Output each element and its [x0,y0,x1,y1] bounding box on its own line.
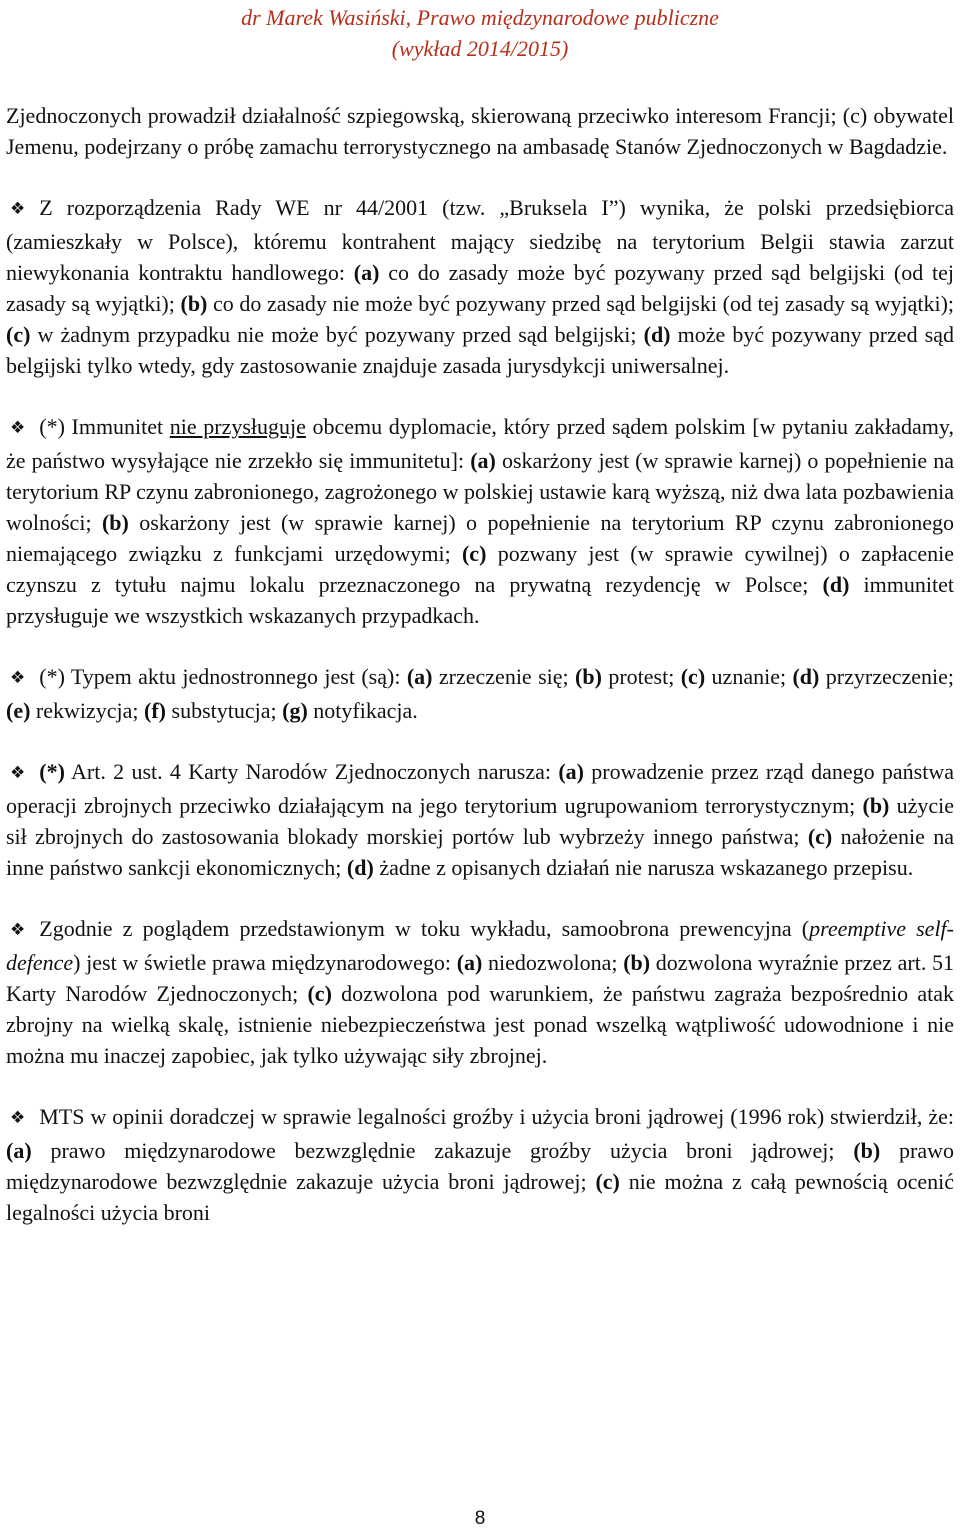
document-body [6,100,954,1258]
option-label: (c) [6,322,31,347]
question-un-charter-art2: ❖ (*) Art. 2 ust. 4 Karty Narodów Zjednoczonych narusza: (a) prowadzenie przez rząd danego państwa operacji zbrojnych przeciwko działającym na jego terytorium ugrupowaniom terrorystycznym; (b) użycie sił zbrojnych do zastosowania blokady morskiej portów lub wybrzeży innego państwa; (c) nałożenie na inne państwo sankcji ekonomicznych; (d) żadne z opisanych działań nie narusza wskazanego przepisu. [6,759,954,880]
header-author-title: dr Marek Wasiński, Prawo międzynarodowe publiczne [241,5,719,30]
diamond-bullet-icon: ❖ [10,668,26,688]
option-label: (a) [558,759,584,784]
diamond-bullet-icon: ❖ [10,418,26,438]
page-number: 8 [474,1508,486,1529]
diamond-bullet-icon: ❖ [10,199,26,219]
option-label: (a) [456,950,483,975]
option-label: (d) [822,572,850,597]
page-header [0,2,960,64]
option-label: (d) [792,664,820,689]
question-brussels-regulation: ❖ Z rozporządzenia Rady WE nr 44/2001 (tzw. „Bruksela I”) wynika, że polski przedsiębiorca (zamieszkały w Polsce), któremu kontrahent mający siedzibę na terytorium Belgii stawia zarzut niewykonania kontraktu handlowego: (a) co do zasady może być pozywany przed sąd belgijski (od tej zasady są wyjątki); (b) co do zasady nie może być pozywany przed sąd belgijski (od tej zasady są wyjątki); (c) w żadnym przypadku nie może być pozywany przed sąd belgijski; (d) może być pozywany przed sąd belgijski tylko wtedy, gdy zastosowanie znajduje zasada jurysdykcji uniwersalnej. [6,195,955,378]
question-unilateral-acts: ❖ (*) Typem aktu jednostronnego jest (są): (a) zrzeczenie się; (b) protest; (c) uznanie; (d) przyrzeczenie; (e) rekwizycja; (f) substytucja; (g) notyfikacja. [6,664,955,723]
star-marker: (*) [39,759,65,784]
option-label: (b) [180,291,208,316]
option-label: (b) [862,793,890,818]
paragraph-continuation [6,100,954,162]
option-label: (a) [470,448,496,473]
star-marker: (*) [39,414,65,439]
option-label: (b) [575,664,602,689]
option-label: (d) [346,855,374,880]
question-icj-nuclear-weapons: ❖ MTS w opinii doradczej w sprawie legalności groźby i użycia broni jądrowej (1996 rok) stwierdził, że: (a) prawo międzynarodowe bezwzględnie zakazuje groźby użycia broni jądrowej; (b) prawo międzynarodowe bezwzględnie zakazuje użycia broni jądrowej; (c) nie można z całą pewnością ocenić legalności użycia broni [6,1104,955,1225]
option-label: (a) [353,260,380,285]
question-diplomat-immunity: ❖ (*) Immunitet nie przysługuje obcemu dyplomacie, który przed sądem polskim [w pytaniu zakładamy, że państwo wysyłające nie zrzekło się immunitetu]: (a) oskarżony jest (w sprawie karnej) o popełnienie na terytorium RP czynu zabronionego, zagrożonego w polskiej ustawie karą wyższą, niż dwa lata pozbawienia wolności; (b) oskarżony jest (w sprawie karnej) o popełnienie na terytorium RP czynu zabronionego niemającego związku z funkcjami urzędowymi; (c) pozwany jest (w sprawie cywilnej) o zapłacenie czynszu z tytułu najmu lokalu przeznaczonego na prywatną rezydencję w Polsce; (d) immunitet przysługuje we wszystkich wskazanych przypadkach. [6,414,954,628]
option-label: (b) [853,1138,881,1163]
italic-term: preemptive self-defence [6,916,954,975]
paragraph-text: Zjednoczonych prowadził działalność szpiegowską, skierowaną przeciwko interesom Francji; (c) obywatel Jemenu, podejrzany o próbę zamachu terrorystycznego na ambasadę Stanów Zjednoczonych w Bagdadzie. [6,103,954,159]
option-label: (g) [282,698,308,723]
header-lecture-year: (wykład 2014/2015) [391,36,569,61]
option-label: (b) [623,950,651,975]
option-label: (d) [643,322,671,347]
underlined-phrase: nie przysługuje [169,414,306,439]
diamond-bullet-icon: ❖ [10,763,26,783]
diamond-bullet-icon: ❖ [10,920,26,940]
diamond-bullet-icon: ❖ [10,1108,26,1128]
option-label: (c) [680,664,706,689]
option-label: (c) [307,981,332,1006]
option-label: (a) [6,1138,32,1163]
option-label: (c) [595,1169,620,1194]
option-label: (f) [144,698,167,723]
option-label: (b) [101,510,129,535]
option-label: (a) [406,664,433,689]
option-label: (c) [461,541,487,566]
star-marker: (*) [39,664,65,689]
option-label: (c) [807,824,833,849]
question-preemptive-self-defence: ❖ Zgodnie z poglądem przedstawionym w toku wykładu, samoobrona prewencyjna (preemptive self-defence) jest w świetle prawa międzynarodowego: (a) niedozwolona; (b) dozwolona wyraźnie przez art. 51 Karty Narodów Zjednoczonych; (c) dozwolona pod warunkiem, że państwu zagraża bezpośrednio atak zbrojny na wielką skalę, istnienie niebezpieczeństwa jest ponad wszelką wątpliwość udowodnione i nie można mu inaczej zapobiec, jak tylko używając siły zbrojnej. [6,916,954,1068]
option-label: (e) [6,698,31,723]
